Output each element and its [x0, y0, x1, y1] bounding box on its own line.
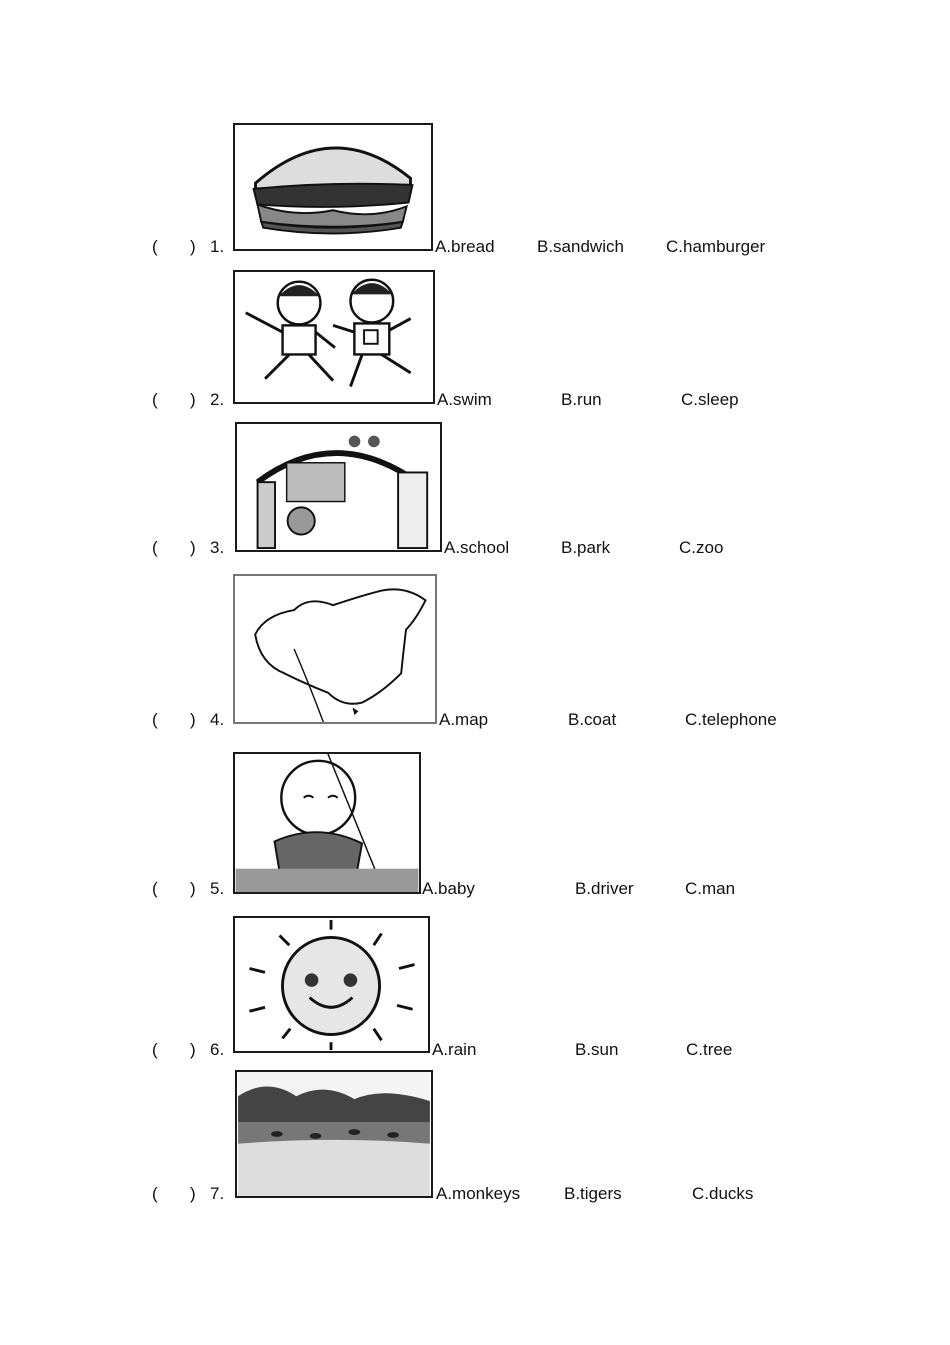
- option-b: B.sandwich: [537, 237, 624, 256]
- answer-paren-close: ): [190, 1184, 196, 1203]
- option-b: B.sun: [575, 1040, 619, 1059]
- answer-paren-open: (: [152, 1040, 158, 1059]
- answer-paren-open: (: [152, 879, 158, 898]
- answer-paren-close: ): [190, 1040, 196, 1059]
- sun-picture: [233, 916, 430, 1053]
- option-c: C.hamburger: [666, 237, 766, 256]
- question-number: 4.: [210, 710, 225, 729]
- zoo-gate-picture: [235, 422, 442, 552]
- ducks-lake-picture: [235, 1070, 433, 1198]
- zoo-gate-drawing: [237, 424, 440, 550]
- answer-paren-close: ): [190, 879, 196, 898]
- option-c: C.telephone: [685, 710, 777, 729]
- option-c: C.man: [685, 879, 736, 898]
- option-b: B.coat: [568, 710, 617, 729]
- answer-paren-close: ): [190, 538, 196, 557]
- question-number: 2.: [210, 390, 225, 409]
- option-c: C.sleep: [681, 390, 739, 409]
- baby-drawing: [235, 754, 419, 892]
- answer-paren-open: (: [152, 237, 158, 256]
- running-children-drawing: [235, 272, 433, 402]
- running-children-picture: [233, 270, 435, 404]
- answer-paren-close: ): [190, 710, 196, 729]
- sun-drawing: [235, 918, 428, 1051]
- sandwich-picture: [233, 123, 433, 251]
- ducks-lake-drawing: [237, 1072, 431, 1196]
- answer-paren-open: (: [152, 710, 158, 729]
- answer-paren-open: (: [152, 1184, 158, 1203]
- option-b: B.driver: [575, 879, 634, 898]
- option-a: A.school: [444, 538, 510, 557]
- answer-paren-open: (: [152, 390, 158, 409]
- option-a: A.rain: [432, 1040, 477, 1059]
- question-number: 6.: [210, 1040, 225, 1059]
- question-number: 3.: [210, 538, 225, 557]
- option-a: A.baby: [422, 879, 475, 898]
- answer-paren-open: (: [152, 538, 158, 557]
- question-number: 7.: [210, 1184, 225, 1203]
- option-b: B.run: [561, 390, 602, 409]
- question-number: 1.: [210, 237, 225, 256]
- baby-picture: [233, 752, 421, 894]
- answer-paren-close: ): [190, 390, 196, 409]
- option-a: A.swim: [437, 390, 492, 409]
- option-a: A.bread: [435, 237, 495, 256]
- option-c: C.zoo: [679, 538, 724, 557]
- option-a: A.map: [439, 710, 489, 729]
- china-map-drawing: [235, 576, 435, 722]
- option-b: B.park: [561, 538, 611, 557]
- answer-paren-close: ): [190, 237, 196, 256]
- option-a: A.monkeys: [436, 1184, 521, 1203]
- option-c: C.ducks: [692, 1184, 754, 1203]
- china-map-picture: [233, 574, 437, 724]
- question-number: 5.: [210, 879, 225, 898]
- sandwich-drawing: [235, 125, 431, 249]
- option-b: B.tigers: [564, 1184, 622, 1203]
- option-c: C.tree: [686, 1040, 733, 1059]
